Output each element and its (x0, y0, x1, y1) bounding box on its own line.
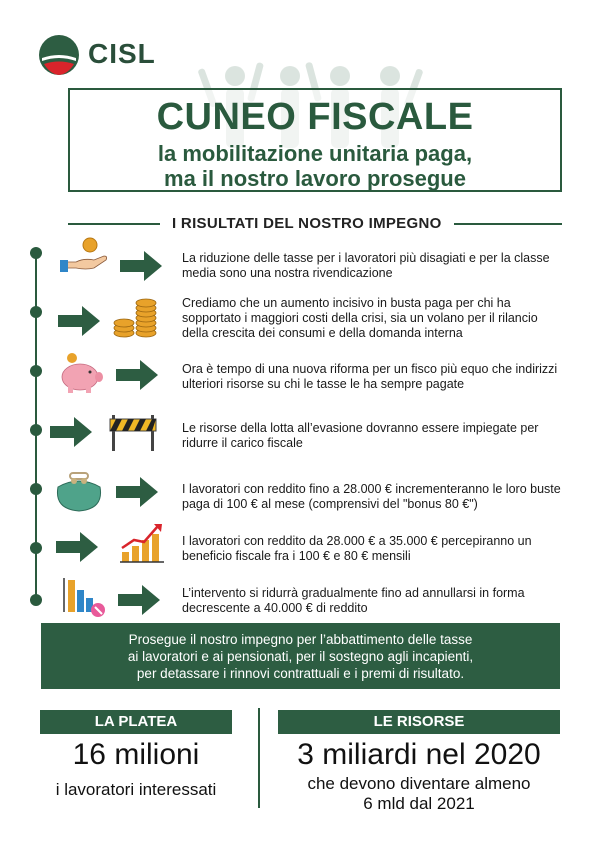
row-text-7: L’intervento si ridurrà gradualmente fino ad annullarsi in forma decrescente a 40.000 € di reddito (182, 586, 525, 615)
risorse-caption (268, 774, 570, 814)
stats-divider (258, 708, 260, 808)
arrow-right-icon (120, 251, 162, 281)
subtitle-line-2: ma il nostro lavoro prosegue (164, 166, 466, 191)
timeline-dot (30, 247, 42, 259)
banner-line-3: per detassare i rinnovi contrattuali e i premi di risultato. (136, 666, 465, 681)
timeline-dot (30, 594, 42, 606)
timeline-dot (30, 306, 42, 318)
row-text-6: I lavoratori con reddito da 28.000 € a 35.000 € percepiranno un beneficio fiscale fra i 100 € e 80 € mensili (182, 534, 532, 563)
timeline-dot (30, 483, 42, 495)
summary-banner (41, 623, 560, 689)
section-header (68, 212, 562, 236)
risorse-caption-line-1: che devono diventare almeno (307, 774, 531, 793)
platea-value: 16 milioni (72, 738, 200, 771)
row-text-4: Le risorse della lotta all’evasione dovranno essere impiegate per ridurre il carico fiscale (182, 421, 539, 450)
timeline-dot (30, 424, 42, 436)
page-title: CUNEO FISCALE (156, 96, 474, 138)
barrier-icon (108, 411, 158, 453)
cisl-logo-icon (38, 34, 80, 76)
risorse-header: LE RISORSE (278, 710, 560, 734)
platea-caption: i lavoratori interessati (55, 780, 217, 799)
arrow-right-icon (56, 532, 98, 562)
banner-line-1: Prosegue il nostro impegno per l’abbattimento delle tasse (128, 632, 473, 647)
row-text-3: Ora è tempo di una nuova riforma per un fisco più equo che indirizzi ulteriori risorse su chi le tasse le ha sempre pagate (182, 362, 558, 391)
arrow-right-icon (118, 585, 160, 615)
row-text-2: Crediamo che un aumento incisivo in busta paga per chi ha sopportato i maggiori costi della crisi, sia un volano per il rilancio della crescita dei consumi e della domanda interna (182, 296, 538, 340)
arrow-right-icon (116, 360, 158, 390)
logo-text: CISL (88, 38, 156, 69)
title-box (68, 88, 562, 192)
hand-coin-icon (60, 236, 110, 278)
timeline-dot (30, 365, 42, 377)
arrow-right-icon (50, 417, 92, 447)
piggy-bank-icon (56, 352, 106, 394)
platea-header: LA PLATEA (40, 710, 232, 734)
section-title: I RISULTATI DEL NOSTRO IMPEGNO (160, 212, 454, 236)
arrow-right-icon (116, 477, 158, 507)
risorse-value: 3 miliardi nel 2020 (297, 738, 541, 771)
falling-chart-icon (62, 576, 112, 618)
risorse-caption-line-2: 6 mld dal 2021 (363, 794, 475, 813)
coin-purse-icon (54, 471, 104, 513)
arrow-right-icon (58, 306, 100, 336)
page-subtitle (70, 141, 560, 191)
rising-chart-icon (118, 522, 168, 564)
banner-line-2: ai lavoratori e ai pensionati, per il sostegno agli incapienti, (127, 649, 474, 664)
row-text-1: La riduzione delle tasse per i lavoratori più disagiati e per la classe media sono una nostra rivendicazione (182, 251, 550, 280)
subtitle-line-1: la mobilitazione unitaria paga, (157, 141, 473, 166)
timeline-dot (30, 542, 42, 554)
coin-stack-icon (112, 297, 162, 339)
row-text-5: I lavoratori con reddito fino a 28.000 € incrementeranno le loro buste paga di 100 € al mese (comprensivi del "bonus 80 €") (182, 482, 561, 511)
